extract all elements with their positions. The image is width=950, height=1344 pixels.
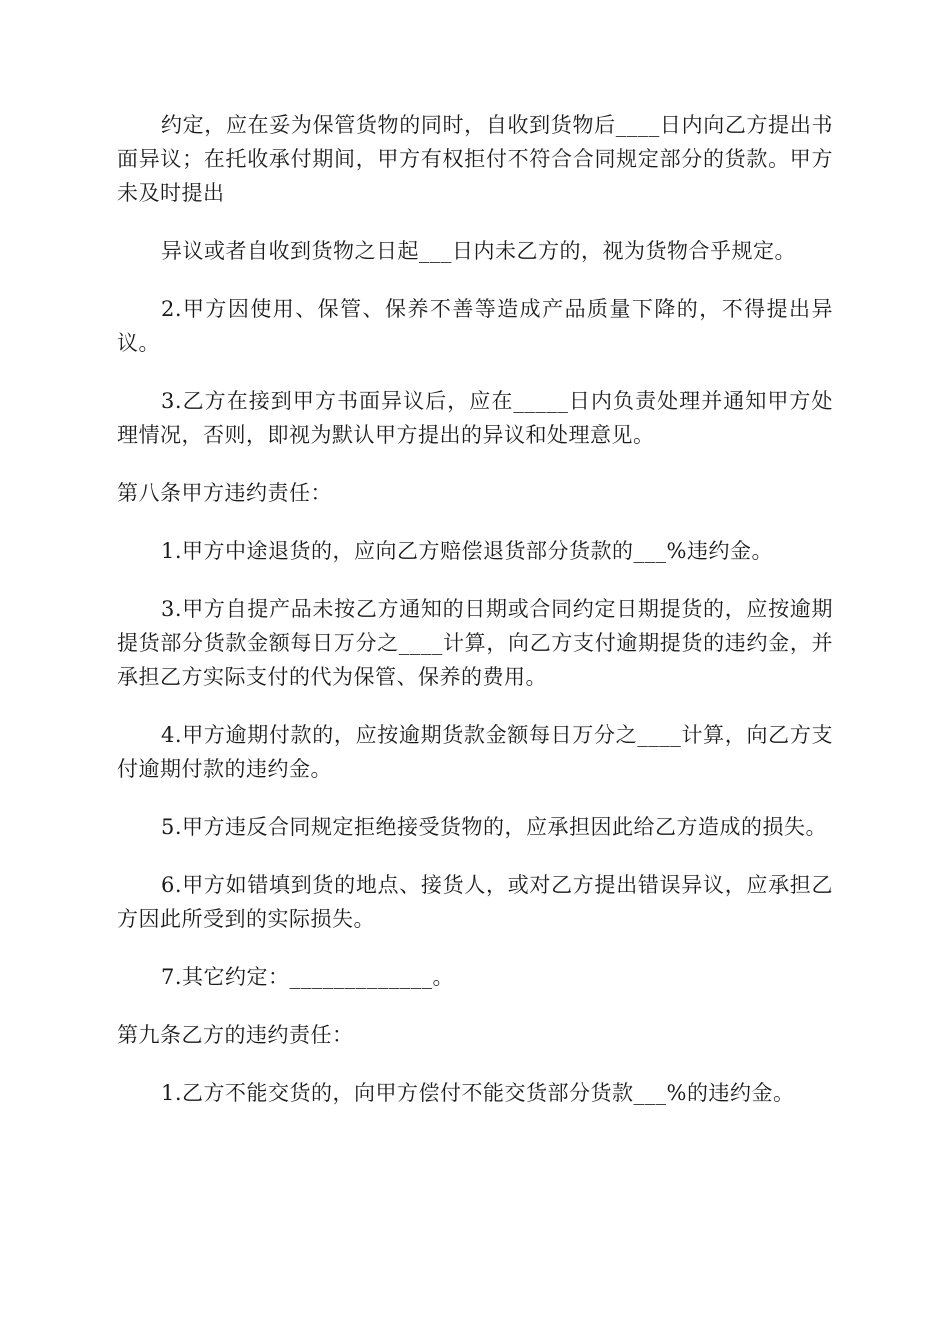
article-8-heading: 第八条甲方违约责任： [117, 481, 332, 505]
clause-item-3: 3.乙方在接到甲方书面异议后，应在_____日内负责处理并通知甲方处理情况，否则，即视为默认甲方提出的异议和处理意见。 [117, 389, 833, 447]
article-9-heading: 第九条乙方的违约责任： [117, 1023, 354, 1047]
article-8-item-6: 6.甲方如错填到货的地点、接货人，或对乙方提出错误异议，应承担乙方因此所受到的实际损失。 [117, 873, 833, 931]
document-page [117, 108, 833, 1134]
paragraph-objection-deadline: 异议或者自收到货物之日起___日内未乙方的，视为货物合乎规定。 [161, 239, 796, 263]
clause-item-2: 2.甲方因使用、保管、保养不善等造成产品质量下降的，不得提出异议。 [117, 297, 833, 355]
article-8-item-5: 5.甲方违反合同规定拒绝接受货物的，应承担因此给乙方造成的损失。 [161, 815, 828, 839]
article-8-item-7: 7.其它约定：_____________。 [161, 965, 455, 989]
article-8-item-1: 1.甲方中途退货的，应向乙方赔偿退货部分货款的___%违约金。 [161, 539, 773, 563]
paragraph-continuation: 约定，应在妥为保管货物的同时，自收到货物后____日内向乙方提出书面异议；在托收承付期间，甲方有权拒付不符合合同规定部分的货款。甲方未及时提出 [117, 113, 833, 205]
article-8-item-3: 3.甲方自提产品未按乙方通知的日期或合同约定日期提货的，应按逾期提货部分货款金额每日万分之____计算，向乙方支付逾期提货的违约金，并承担乙方实际支付的代为保管、保养的费用。 [117, 597, 833, 689]
article-9-item-1: 1.乙方不能交货的，向甲方偿付不能交货部分货款___%的违约金。 [161, 1081, 795, 1105]
article-8-item-4: 4.甲方逾期付款的，应按逾期货款金额每日万分之____计算，向乙方支付逾期付款的违约金。 [117, 723, 833, 781]
